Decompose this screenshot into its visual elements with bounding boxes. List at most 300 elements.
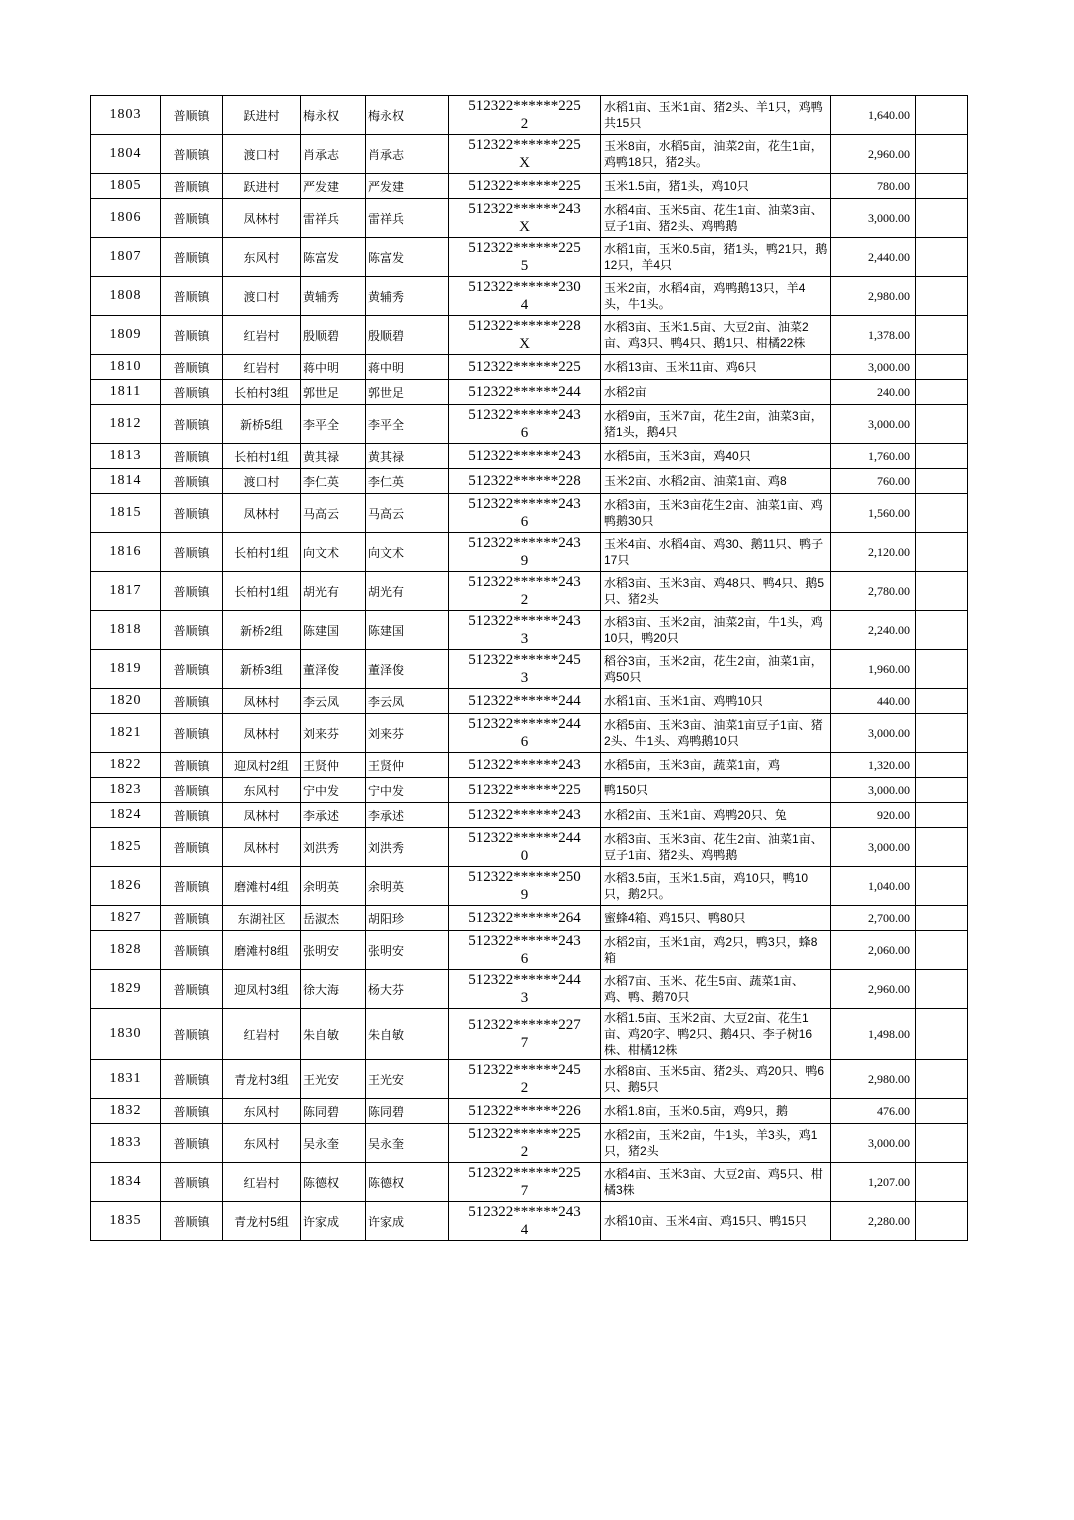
description-cell: 水稻1亩、玉米1亩、猪2头、羊1只，鸡鸭共15只 [601, 96, 831, 135]
description-cell: 玉米2亩，水稻4亩，鸡鸭鹅13只，羊4头，牛1头。 [601, 277, 831, 316]
row-number-cell: 1828 [91, 931, 161, 970]
id-number-cell [449, 533, 601, 572]
name-cell: 向文术 [301, 533, 366, 572]
empty-cell [916, 444, 968, 469]
town-cell: 普顺镇 [161, 135, 223, 174]
village-cell: 东风村 [223, 1099, 301, 1124]
confirm-name-cell: 刘来芬 [366, 714, 449, 753]
empty-cell [916, 355, 968, 380]
id-line-1: 512322******244 [468, 972, 581, 988]
id-line-2: 3 [520, 631, 529, 647]
confirm-name-cell: 马高云 [366, 494, 449, 533]
name-cell: 肖承志 [301, 135, 366, 174]
name-cell: 胡光有 [301, 572, 366, 611]
confirm-name-cell: 蒋中明 [366, 355, 449, 380]
id-number-cell [449, 1060, 601, 1099]
id-line-2: 4 [520, 1222, 529, 1238]
id-number-cell [449, 1099, 601, 1124]
row-number-cell: 1830 [91, 1009, 161, 1060]
town-cell: 普顺镇 [161, 828, 223, 867]
town-cell: 普顺镇 [161, 970, 223, 1009]
row-number-cell: 1810 [91, 355, 161, 380]
table-row [91, 906, 968, 931]
description-cell: 水稻2亩 [601, 380, 831, 405]
amount-cell: 3,000.00 [831, 1124, 916, 1163]
description-cell: 蜜蜂4箱、鸡15只、鸭80只 [601, 906, 831, 931]
table-row [91, 135, 968, 174]
id-number-cell [449, 1009, 601, 1060]
row-number-cell: 1826 [91, 867, 161, 906]
confirm-name-cell: 陈建国 [366, 611, 449, 650]
town-cell: 普顺镇 [161, 1124, 223, 1163]
table-row [91, 1163, 968, 1202]
amount-cell: 3,000.00 [831, 355, 916, 380]
name-cell: 朱自敏 [301, 1009, 366, 1060]
id-line-1: 512322******243 [468, 933, 581, 949]
table-row [91, 650, 968, 689]
name-cell: 吴永奎 [301, 1124, 366, 1163]
village-cell: 东风村 [223, 778, 301, 803]
town-cell: 普顺镇 [161, 906, 223, 931]
empty-cell [916, 778, 968, 803]
table-row [91, 778, 968, 803]
id-number-cell [449, 828, 601, 867]
description-cell: 玉米2亩、水稻2亩、油菜1亩、鸡8 [601, 469, 831, 494]
id-number-cell [449, 689, 601, 714]
table-row [91, 753, 968, 778]
id-line-2: 2 [520, 1080, 529, 1096]
id-number-cell [449, 135, 601, 174]
amount-cell: 2,960.00 [831, 970, 916, 1009]
id-number-cell [449, 380, 601, 405]
village-cell: 渡口村 [223, 277, 301, 316]
id-line-2: 9 [520, 887, 529, 903]
table-row [91, 970, 968, 1009]
description-cell: 水稻2亩、玉米1亩、鸡鸭20只、兔 [601, 803, 831, 828]
id-number-cell [449, 906, 601, 931]
row-number-cell: 1818 [91, 611, 161, 650]
confirm-name-cell: 陈富发 [366, 238, 449, 277]
row-number-cell: 1814 [91, 469, 161, 494]
empty-cell [916, 572, 968, 611]
confirm-name-cell: 杨大芬 [366, 970, 449, 1009]
confirm-name-cell: 胡光有 [366, 572, 449, 611]
table-row [91, 444, 968, 469]
table-row [91, 828, 968, 867]
description-cell: 玉米1.5亩，猪1头，鸡10只 [601, 174, 831, 199]
confirm-name-cell: 陈同碧 [366, 1099, 449, 1124]
name-cell: 陈建国 [301, 611, 366, 650]
table-row [91, 1099, 968, 1124]
town-cell: 普顺镇 [161, 778, 223, 803]
id-line-2: 9 [520, 553, 529, 569]
town-cell: 普顺镇 [161, 199, 223, 238]
row-number-cell: 1816 [91, 533, 161, 572]
description-cell: 水稻3亩，玉米3亩花生2亩、油菜1亩、鸡鸭鹅30只 [601, 494, 831, 533]
id-number-cell [449, 1202, 601, 1241]
id-number-cell [449, 650, 601, 689]
name-cell: 黄辅秀 [301, 277, 366, 316]
id-line-1: 512322******243 [468, 574, 581, 590]
description-cell: 水稻2亩，玉米1亩，鸡2只，鸭3只，蜂8箱 [601, 931, 831, 970]
id-line-1: 512322******245 [468, 652, 581, 668]
amount-cell: 3,000.00 [831, 828, 916, 867]
id-line-1: 512322******244 [468, 716, 581, 732]
id-line-1: 512322******225 [468, 1126, 581, 1142]
id-number-cell [449, 494, 601, 533]
confirm-name-cell: 李承述 [366, 803, 449, 828]
village-cell: 渡口村 [223, 469, 301, 494]
name-cell: 李承述 [301, 803, 366, 828]
empty-cell [916, 494, 968, 533]
row-number-cell: 1805 [91, 174, 161, 199]
row-number-cell: 1819 [91, 650, 161, 689]
name-cell: 刘洪秀 [301, 828, 366, 867]
description-cell: 水稻3亩、玉米3亩、鸡48只、鸭4只、鹅5只、猪2头 [601, 572, 831, 611]
description-cell: 水稻3亩、玉米3亩、花生2亩、油菜1亩、豆子1亩、猪2头、鸡鸭鹅 [601, 828, 831, 867]
empty-cell [916, 1060, 968, 1099]
id-line-2: 7 [520, 1183, 529, 1199]
id-line-1: 512322******225 [468, 178, 581, 194]
empty-cell [916, 405, 968, 444]
id-line-1: 512322******244 [468, 693, 581, 709]
amount-cell: 1,498.00 [831, 1009, 916, 1060]
row-number-cell: 1820 [91, 689, 161, 714]
id-line-1: 512322******225 [468, 782, 581, 798]
id-line-2: X [519, 336, 530, 352]
amount-cell: 920.00 [831, 803, 916, 828]
amount-cell: 2,980.00 [831, 277, 916, 316]
row-number-cell: 1824 [91, 803, 161, 828]
confirm-name-cell: 李仁英 [366, 469, 449, 494]
empty-cell [916, 1099, 968, 1124]
description-cell: 水稻3.5亩，玉米1.5亩，鸡10只，鸭10只，鹅2只。 [601, 867, 831, 906]
amount-cell: 2,120.00 [831, 533, 916, 572]
id-line-2: 7 [520, 1035, 529, 1051]
name-cell: 陈德权 [301, 1163, 366, 1202]
empty-cell [916, 828, 968, 867]
name-cell: 黄其禄 [301, 444, 366, 469]
confirm-name-cell: 黄其禄 [366, 444, 449, 469]
empty-cell [916, 1202, 968, 1241]
row-number-cell: 1811 [91, 380, 161, 405]
id-line-1: 512322******228 [468, 318, 581, 334]
amount-cell: 2,980.00 [831, 1060, 916, 1099]
description-cell: 水稻9亩，玉米7亩，花生2亩，油菜3亩，猪1头，鹅4只 [601, 405, 831, 444]
id-line-2: 0 [520, 848, 529, 864]
town-cell: 普顺镇 [161, 650, 223, 689]
town-cell: 普顺镇 [161, 533, 223, 572]
name-cell: 梅永权 [301, 96, 366, 135]
confirm-name-cell: 胡阳珍 [366, 906, 449, 931]
town-cell: 普顺镇 [161, 714, 223, 753]
table-row [91, 494, 968, 533]
confirm-name-cell: 殷顺碧 [366, 316, 449, 355]
id-line-2: 6 [520, 514, 529, 530]
row-number-cell: 1834 [91, 1163, 161, 1202]
description-cell: 水稻4亩、玉米3亩、大豆2亩、鸡5只、柑橘3株 [601, 1163, 831, 1202]
table-row [91, 803, 968, 828]
name-cell: 刘来芬 [301, 714, 366, 753]
description-cell: 水稻7亩、玉米、花生5亩、蔬菜1亩、鸡、鸭、鹅70只 [601, 970, 831, 1009]
town-cell: 普顺镇 [161, 380, 223, 405]
id-number-cell [449, 1163, 601, 1202]
id-line-1: 512322******225 [468, 240, 581, 256]
name-cell: 陈同碧 [301, 1099, 366, 1124]
village-cell: 长柏村1组 [223, 572, 301, 611]
amount-cell: 2,280.00 [831, 1202, 916, 1241]
id-line-1: 512322******243 [468, 535, 581, 551]
name-cell: 徐大海 [301, 970, 366, 1009]
row-number-cell: 1835 [91, 1202, 161, 1241]
description-cell: 水稻10亩、玉米4亩、鸡15只、鸭15只 [601, 1202, 831, 1241]
table-row [91, 1060, 968, 1099]
village-cell: 红岩村 [223, 355, 301, 380]
description-cell: 玉米4亩、水稻4亩、鸡30、鹅11只、鸭子17只 [601, 533, 831, 572]
town-cell: 普顺镇 [161, 611, 223, 650]
id-number-cell [449, 611, 601, 650]
town-cell: 普顺镇 [161, 1060, 223, 1099]
id-line-1: 512322******244 [468, 384, 581, 400]
row-number-cell: 1806 [91, 199, 161, 238]
amount-cell: 1,960.00 [831, 650, 916, 689]
description-cell: 水稻3亩、玉米1.5亩、大豆2亩、油菜2亩、鸡3只、鸭4只、鹅1只、柑橘22株 [601, 316, 831, 355]
confirm-name-cell: 宁中发 [366, 778, 449, 803]
id-number-cell [449, 1124, 601, 1163]
id-line-1: 512322******243 [468, 807, 581, 823]
village-cell: 迎凤村2组 [223, 753, 301, 778]
id-number-cell [449, 444, 601, 469]
row-number-cell: 1807 [91, 238, 161, 277]
amount-cell: 1,320.00 [831, 753, 916, 778]
id-line-1: 512322******264 [468, 910, 581, 926]
village-cell: 新桥5组 [223, 405, 301, 444]
id-line-1: 512322******243 [468, 407, 581, 423]
town-cell: 普顺镇 [161, 494, 223, 533]
id-line-1: 512322******250 [468, 869, 581, 885]
empty-cell [916, 174, 968, 199]
id-line-1: 512322******244 [468, 830, 581, 846]
table-row [91, 316, 968, 355]
village-cell: 青龙村3组 [223, 1060, 301, 1099]
table-row [91, 867, 968, 906]
town-cell: 普顺镇 [161, 469, 223, 494]
table-row [91, 238, 968, 277]
table-row [91, 1009, 968, 1060]
amount-cell: 2,780.00 [831, 572, 916, 611]
confirm-name-cell: 王光安 [366, 1060, 449, 1099]
amount-cell: 780.00 [831, 174, 916, 199]
amount-cell: 2,700.00 [831, 906, 916, 931]
town-cell: 普顺镇 [161, 867, 223, 906]
empty-cell [916, 714, 968, 753]
village-cell: 磨滩村4组 [223, 867, 301, 906]
id-line-2: X [519, 155, 530, 171]
amount-cell: 1,378.00 [831, 316, 916, 355]
confirm-name-cell: 王贤仲 [366, 753, 449, 778]
row-number-cell: 1817 [91, 572, 161, 611]
description-cell: 水稻4亩、玉米5亩、花生1亩、油菜3亩、豆子1亩、猪2头、鸡鸭鹅 [601, 199, 831, 238]
confirm-name-cell: 黄辅秀 [366, 277, 449, 316]
village-cell: 长柏村1组 [223, 533, 301, 572]
name-cell: 王贤仲 [301, 753, 366, 778]
table-row [91, 355, 968, 380]
empty-cell [916, 277, 968, 316]
empty-cell [916, 689, 968, 714]
id-number-cell [449, 753, 601, 778]
empty-cell [916, 906, 968, 931]
id-line-2: X [519, 219, 530, 235]
empty-cell [916, 650, 968, 689]
amount-cell: 1,040.00 [831, 867, 916, 906]
town-cell: 普顺镇 [161, 1202, 223, 1241]
id-number-cell [449, 96, 601, 135]
table-row [91, 714, 968, 753]
name-cell: 殷顺碧 [301, 316, 366, 355]
empty-cell [916, 96, 968, 135]
id-number-cell [449, 405, 601, 444]
description-cell: 水稻13亩、玉米11亩、鸡6只 [601, 355, 831, 380]
village-cell: 凤林村 [223, 803, 301, 828]
village-cell: 凤林村 [223, 828, 301, 867]
town-cell: 普顺镇 [161, 753, 223, 778]
id-number-cell [449, 277, 601, 316]
table-row [91, 277, 968, 316]
id-line-1: 512322******226 [468, 1103, 581, 1119]
amount-cell: 1,760.00 [831, 444, 916, 469]
amount-cell: 3,000.00 [831, 778, 916, 803]
confirm-name-cell: 梅永权 [366, 96, 449, 135]
village-cell: 跃进村 [223, 174, 301, 199]
table-row [91, 931, 968, 970]
id-line-1: 512322******227 [468, 1017, 581, 1033]
id-line-1: 512322******243 [468, 1204, 581, 1220]
name-cell: 张明安 [301, 931, 366, 970]
town-cell: 普顺镇 [161, 174, 223, 199]
name-cell: 李平全 [301, 405, 366, 444]
empty-cell [916, 970, 968, 1009]
empty-cell [916, 380, 968, 405]
id-line-1: 512322******243 [468, 496, 581, 512]
id-line-1: 512322******243 [468, 613, 581, 629]
description-cell: 水稻1亩、玉米1亩、鸡鸭10只 [601, 689, 831, 714]
confirm-name-cell: 李云凤 [366, 689, 449, 714]
id-line-2: 6 [520, 425, 529, 441]
name-cell: 马高云 [301, 494, 366, 533]
amount-cell: 440.00 [831, 689, 916, 714]
town-cell: 普顺镇 [161, 803, 223, 828]
name-cell: 许家成 [301, 1202, 366, 1241]
village-cell: 青龙村5组 [223, 1202, 301, 1241]
id-number-cell [449, 572, 601, 611]
name-cell: 雷祥兵 [301, 199, 366, 238]
id-number-cell [449, 778, 601, 803]
confirm-name-cell: 陈德权 [366, 1163, 449, 1202]
amount-cell: 2,060.00 [831, 931, 916, 970]
row-number-cell: 1809 [91, 316, 161, 355]
name-cell: 李云凤 [301, 689, 366, 714]
village-cell: 东湖社区 [223, 906, 301, 931]
id-line-1: 512322******245 [468, 1062, 581, 1078]
description-cell: 玉米8亩，水稻5亩，油菜2亩，花生1亩，鸡鸭18只，猪2头。 [601, 135, 831, 174]
confirm-name-cell: 李平全 [366, 405, 449, 444]
empty-cell [916, 931, 968, 970]
id-number-cell [449, 803, 601, 828]
village-cell: 东风村 [223, 1124, 301, 1163]
row-number-cell: 1831 [91, 1060, 161, 1099]
table-row [91, 533, 968, 572]
id-line-1: 512322******225 [468, 1165, 581, 1181]
description-cell: 水稻1亩，玉米0.5亩，猪1头，鸭21只，鹅12只，羊4只 [601, 238, 831, 277]
empty-cell [916, 135, 968, 174]
row-number-cell: 1825 [91, 828, 161, 867]
village-cell: 红岩村 [223, 1009, 301, 1060]
name-cell: 郭世足 [301, 380, 366, 405]
confirm-name-cell: 董泽俊 [366, 650, 449, 689]
id-line-1: 512322******230 [468, 279, 581, 295]
description-cell: 水稻3亩、玉米2亩，油菜2亩，牛1头，鸡10只，鸭20只 [601, 611, 831, 650]
description-cell: 水稻2亩，玉米2亩，牛1头，羊3头，鸡1只，猪2头 [601, 1124, 831, 1163]
village-cell: 凤林村 [223, 714, 301, 753]
id-number-cell [449, 174, 601, 199]
id-line-1: 512322******243 [468, 757, 581, 773]
town-cell: 普顺镇 [161, 316, 223, 355]
empty-cell [916, 199, 968, 238]
table-row [91, 469, 968, 494]
table-row [91, 572, 968, 611]
confirm-name-cell: 朱自敏 [366, 1009, 449, 1060]
amount-cell: 760.00 [831, 469, 916, 494]
confirm-name-cell: 吴永奎 [366, 1124, 449, 1163]
row-number-cell: 1829 [91, 970, 161, 1009]
name-cell: 李仁英 [301, 469, 366, 494]
village-cell: 新桥3组 [223, 650, 301, 689]
name-cell: 岳淑杰 [301, 906, 366, 931]
name-cell: 严发建 [301, 174, 366, 199]
confirm-name-cell: 张明安 [366, 931, 449, 970]
id-number-cell [449, 355, 601, 380]
empty-cell [916, 867, 968, 906]
town-cell: 普顺镇 [161, 1009, 223, 1060]
row-number-cell: 1812 [91, 405, 161, 444]
village-cell: 跃进村 [223, 96, 301, 135]
town-cell: 普顺镇 [161, 572, 223, 611]
town-cell: 普顺镇 [161, 405, 223, 444]
description-cell: 水稻8亩、玉米5亩、猪2头、鸡20只、鸭6只、鹅5只 [601, 1060, 831, 1099]
amount-cell: 1,640.00 [831, 96, 916, 135]
table-row [91, 174, 968, 199]
confirm-name-cell: 严发建 [366, 174, 449, 199]
village-cell: 长柏村1组 [223, 444, 301, 469]
village-cell: 长柏村3组 [223, 380, 301, 405]
spreadsheet-area [90, 95, 968, 1241]
confirm-name-cell: 刘洪秀 [366, 828, 449, 867]
table-row [91, 405, 968, 444]
town-cell: 普顺镇 [161, 1163, 223, 1202]
amount-cell: 3,000.00 [831, 405, 916, 444]
confirm-name-cell: 许家成 [366, 1202, 449, 1241]
id-line-2: 5 [520, 258, 529, 274]
name-cell: 宁中发 [301, 778, 366, 803]
id-line-2: 3 [520, 990, 529, 1006]
row-number-cell: 1833 [91, 1124, 161, 1163]
town-cell: 普顺镇 [161, 444, 223, 469]
amount-cell: 2,240.00 [831, 611, 916, 650]
amount-cell: 240.00 [831, 380, 916, 405]
row-number-cell: 1823 [91, 778, 161, 803]
id-number-cell [449, 469, 601, 494]
row-number-cell: 1821 [91, 714, 161, 753]
